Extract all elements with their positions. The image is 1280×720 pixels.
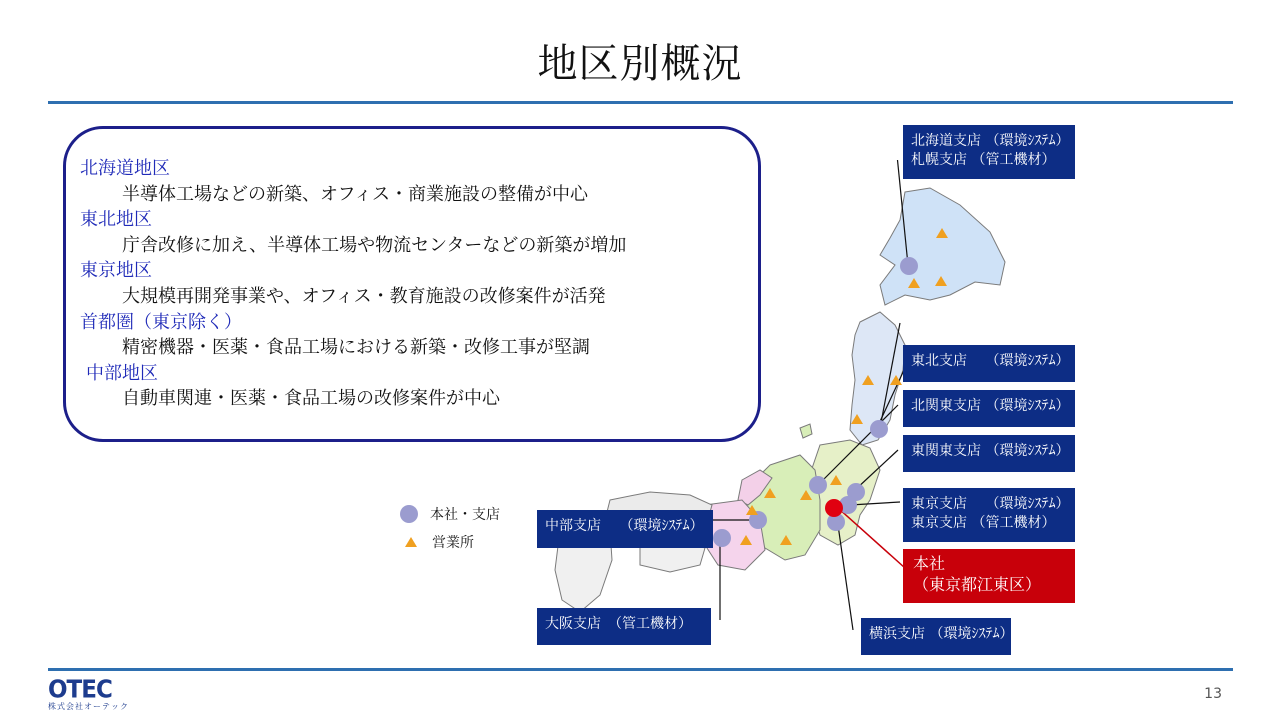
region-name-tohoku: 東北地区 bbox=[80, 209, 152, 231]
sales-triangle-icon bbox=[405, 537, 417, 547]
footer-divider bbox=[48, 668, 1233, 671]
region-name-metropolitan: 首都圏（東京除く） bbox=[80, 311, 242, 333]
branch-label-kitakanto: 北関東支店 （環境ｼｽﾃﾑ） bbox=[903, 390, 1075, 427]
branch-label-yokohama: 横浜支店 （環境ｼｽﾃﾑ） bbox=[861, 618, 1011, 655]
legend-sales-label: 営業所 bbox=[432, 535, 474, 551]
region-desc-tokyo: 大規模再開発事業や、オフィス・教育施設の改修案件が活発 bbox=[122, 285, 606, 307]
company-logo bbox=[48, 675, 129, 712]
page-title: 地区別概況 bbox=[537, 41, 743, 87]
office-dot-osaka bbox=[713, 529, 731, 547]
office-dot-kitakanto bbox=[809, 476, 827, 494]
region-name-hokkaido: 北海道地区 bbox=[80, 158, 170, 179]
sado-island-shape bbox=[800, 424, 812, 438]
legend-office bbox=[400, 500, 500, 528]
hokkaido-shape bbox=[880, 188, 1005, 305]
headquarters-dot bbox=[825, 499, 843, 517]
branch-label-hokkaido: 北海道支店 （環境ｼｽﾃﾑ） 札幌支店 （管工機材） bbox=[903, 125, 1075, 179]
region-desc-metropolitan: 精密機器・医薬・食品工場における新築・改修工事が堅調 bbox=[122, 337, 590, 359]
map-legend bbox=[400, 500, 500, 556]
branch-label-tohoku: 東北支店 （環境ｼｽﾃﾑ） bbox=[903, 345, 1075, 382]
legend-sales bbox=[400, 528, 500, 556]
office-dot-icon bbox=[400, 505, 418, 523]
branch-label-higashikanto: 東関東支店 （環境ｼｽﾃﾑ） bbox=[903, 435, 1075, 472]
region-desc-hokkaido: 半導体工場などの新築、オフィス・商業施設の整備が中心 bbox=[122, 183, 589, 205]
legend-office-label: 本社・支店 bbox=[430, 507, 500, 523]
logo-company-name: 株式会社オーテック bbox=[48, 702, 129, 711]
branch-label-osaka: 大阪支店 （管工機材） bbox=[537, 608, 711, 645]
headquarters-label: 本社 （東京都江東区） bbox=[903, 549, 1075, 603]
page-number: 13 bbox=[1204, 686, 1222, 702]
branch-label-chubu: 中部支店 （環境ｼｽﾃﾑ） bbox=[537, 510, 713, 548]
region-name-tokyo: 東京地区 bbox=[80, 260, 152, 282]
region-desc-chubu: 自動車関連・医薬・食品工場の改修案件が中心 bbox=[122, 388, 500, 410]
logo-wordmark: OTEC bbox=[48, 675, 112, 705]
branch-label-tokyo: 東京支店 （環境ｼｽﾃﾑ） 東京支店 （管工機材） bbox=[903, 488, 1075, 542]
office-dot-tohoku bbox=[870, 420, 888, 438]
region-name-chubu: 中部地区 bbox=[86, 362, 158, 384]
title-divider bbox=[48, 101, 1233, 104]
office-dot-hokkaido bbox=[900, 257, 918, 275]
region-desc-tohoku: 庁舎改修に加え、半導体工場や物流センターなどの新築が増加 bbox=[122, 234, 627, 256]
